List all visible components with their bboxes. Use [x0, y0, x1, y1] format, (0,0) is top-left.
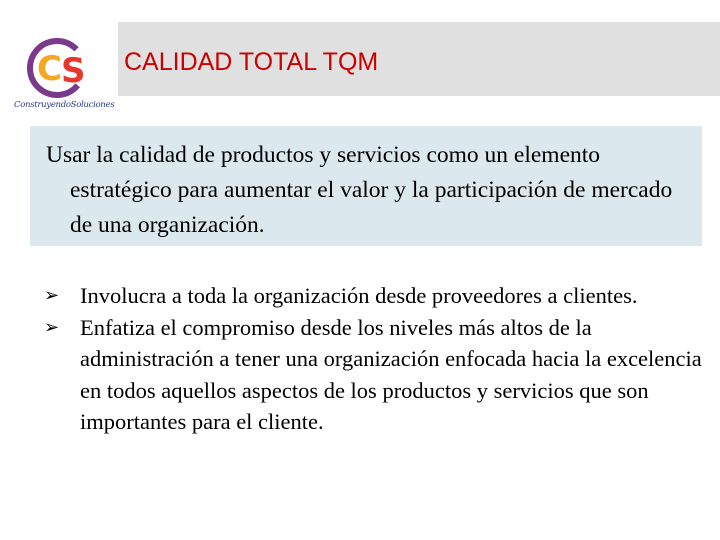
arrow-bullet-icon: ➢ — [44, 316, 60, 338]
svg-text:S: S — [61, 51, 86, 91]
page-title: CALIDAD TOTAL TQM — [124, 48, 379, 76]
definition-text: Usar la calidad de productos y servicios como un elemento estratégico para aumentar el valor y la participación de mercado de una organización. — [46, 142, 673, 238]
logo-caption: ConstruyendoSoluciones — [14, 100, 115, 110]
list-item — [44, 280, 712, 312]
bullet-list — [44, 280, 712, 438]
company-logo — [0, 14, 118, 110]
list-item — [44, 312, 712, 438]
bullet-text: Enfatiza el compromiso desde los niveles más altos de la administración a tener una organización enfocada hacia la excelencia en todos aquellos aspectos de los productos y servicios que son importantes para el cliente. — [80, 314, 702, 434]
arrow-bullet-icon: ➢ — [44, 285, 60, 306]
definition-box — [30, 126, 702, 246]
bullet-text: Involucra a toda la organización desde proveedores a clientes. — [80, 283, 638, 308]
header-bar — [118, 22, 720, 96]
logo-monogram-icon — [27, 38, 91, 98]
svg-text:C: C — [37, 49, 62, 89]
